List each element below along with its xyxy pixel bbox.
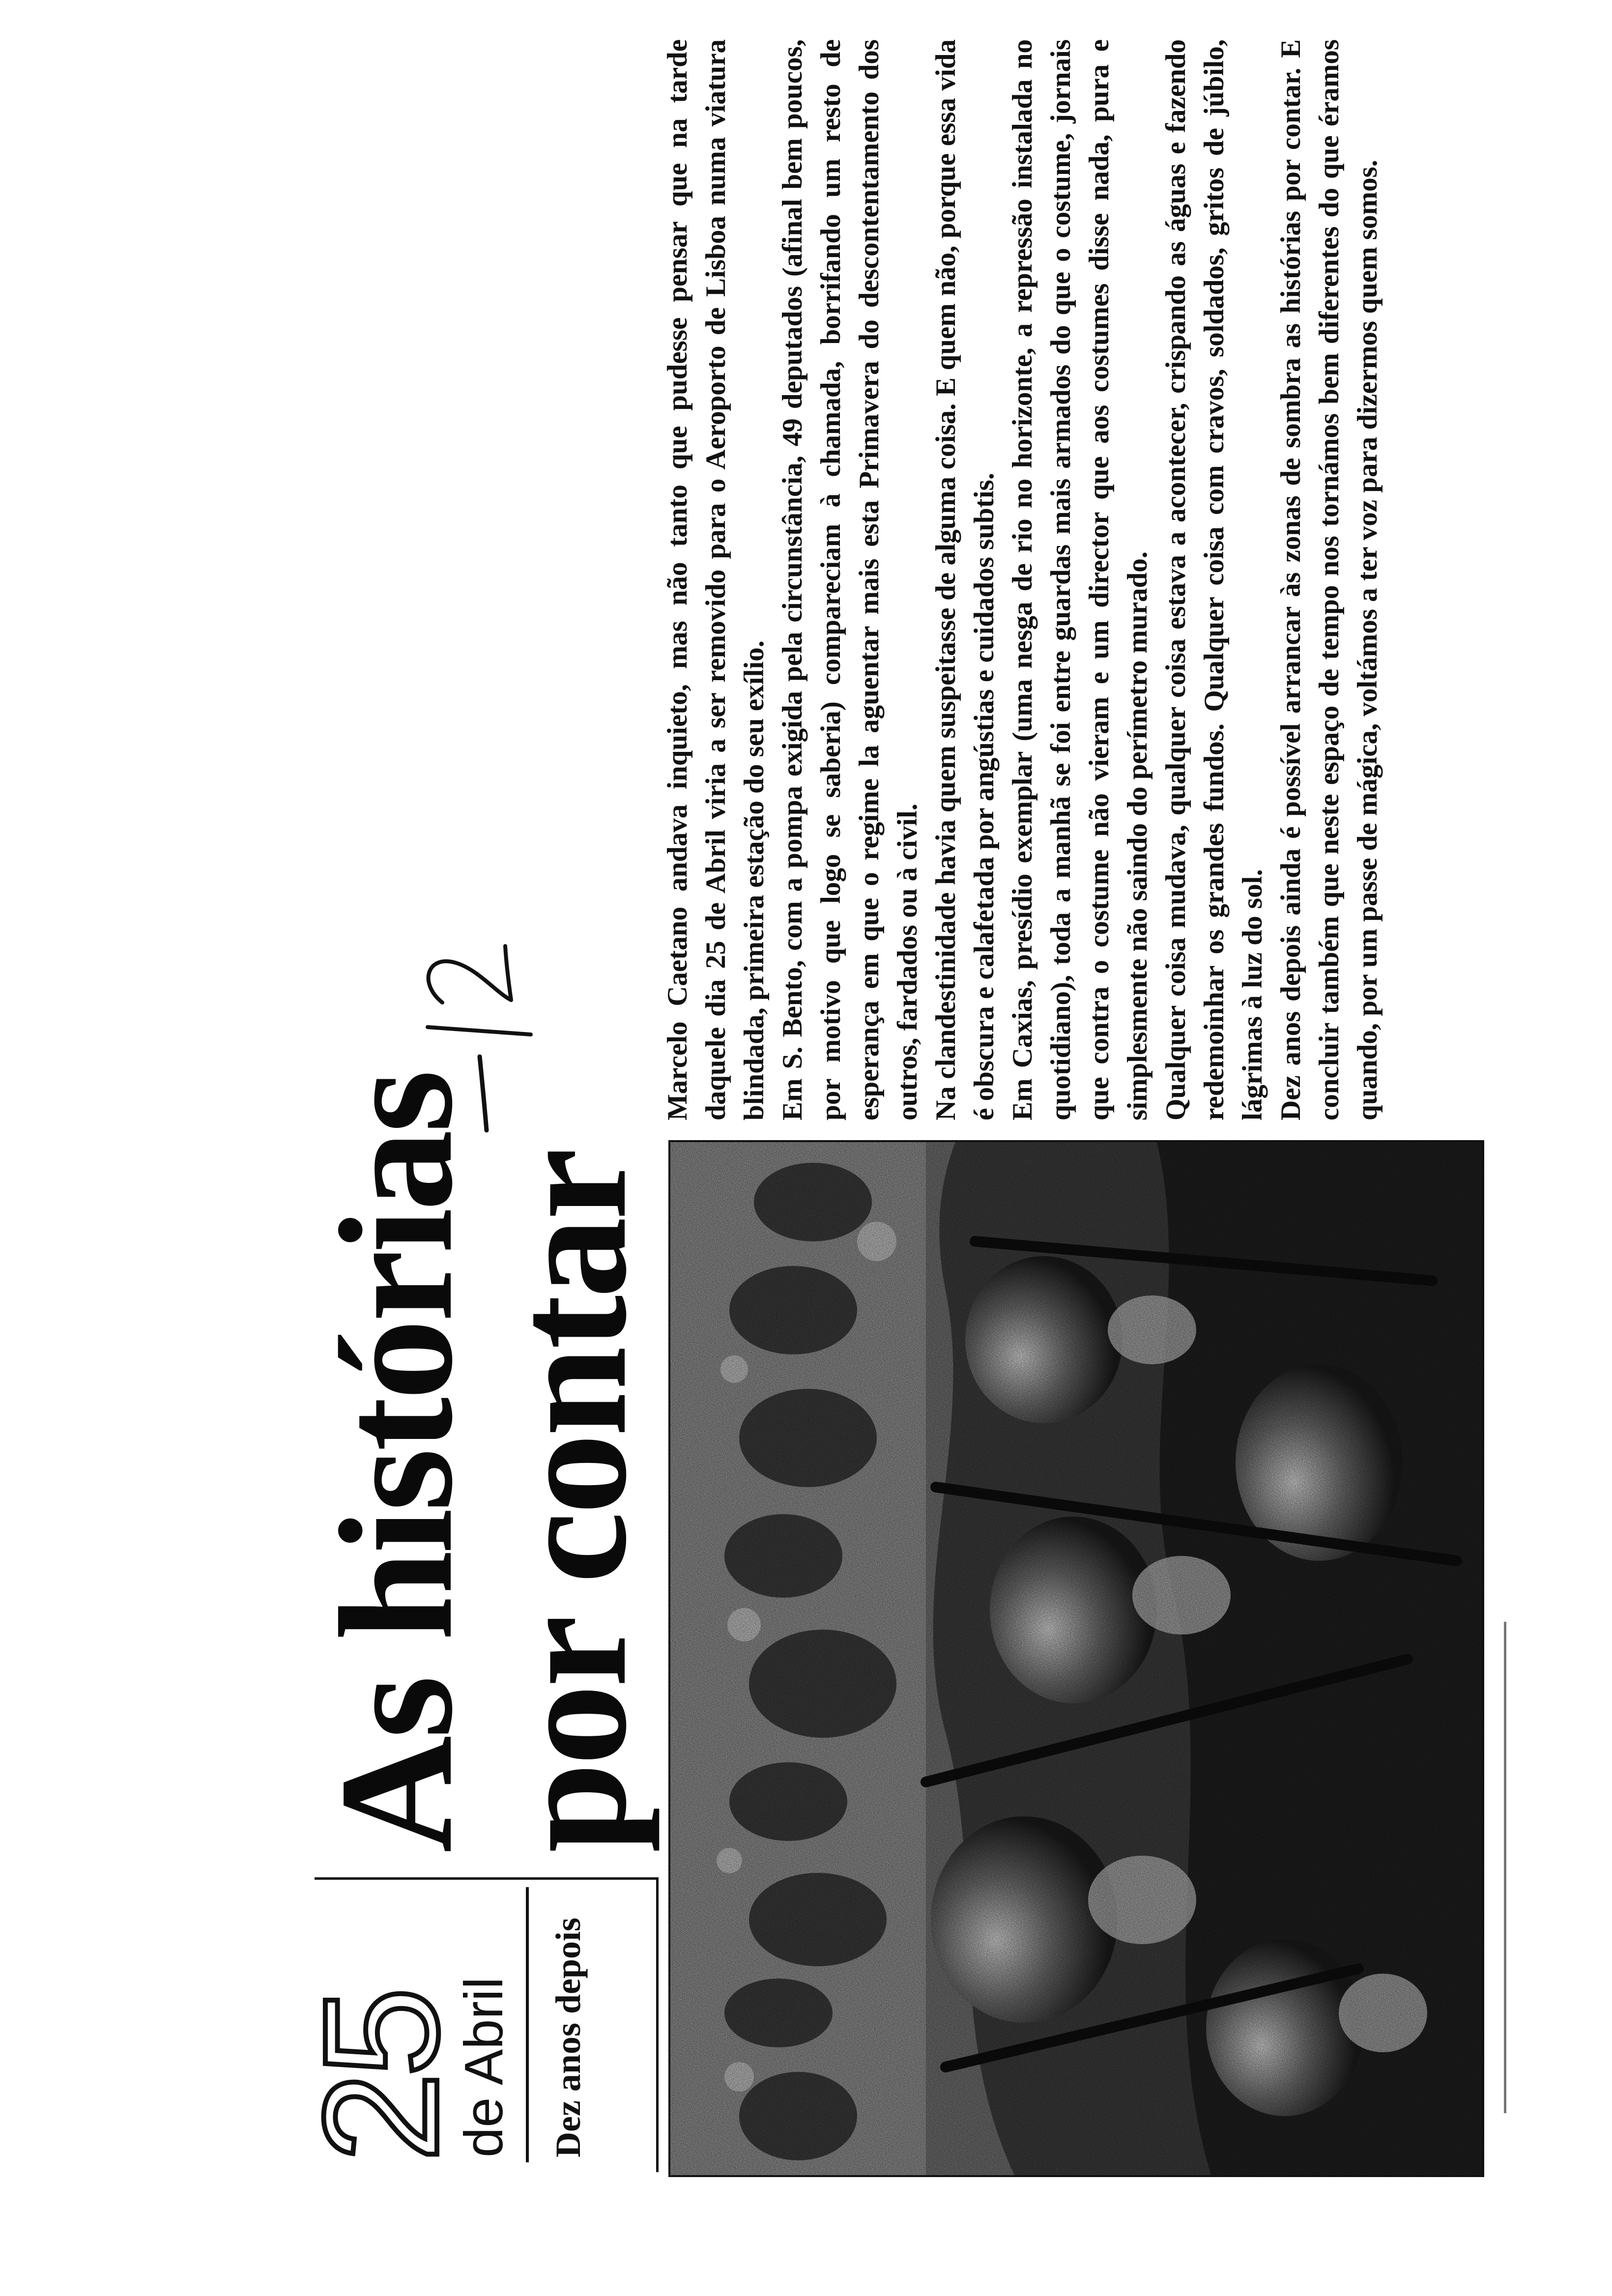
headline <box>307 1072 660 1853</box>
masthead-divider <box>526 1887 529 2162</box>
masthead-number: 25 <box>290 1991 471 2162</box>
masthead-subtitle: de Abril <box>454 1977 514 2157</box>
scan-edge-line <box>1504 1622 1506 2113</box>
article-paragraph: Em S. Bento, com a pompa exigida pela circunstância, 49 deputados (afinal bem poucos, por motivo que logo se saberia) compareciam à chamada, borrifando um resto de esperança em que o regime la aguentar mais esta Primavera do descontentamento dos outros, fardados ou à civil. <box>777 39 923 1120</box>
article-paragraph: Qualquer coisa mudava, qualquer coisa estava a acontecer, crispando as águas e fazendo redemoinhar os grandes fundos. Qualquer coisa com cravos, soldados, gritos de júbilo, lágrimas à luz do sol. <box>1160 39 1268 1120</box>
handwriting-mark-icon <box>383 934 560 1140</box>
article-body <box>659 39 1489 1120</box>
photo-soldiers-crowd-icon <box>670 1142 1482 2175</box>
article-paragraph: Dez anos depois ainda é possível arrancar às zonas de sombra as histórias por contar. E concluir também que neste espaço de tempo nos tornámos bem diferentes do que éramos quando, por um passe de mágica, voltámos a ter voz para dizermos quem somos. <box>1275 39 1383 1120</box>
news-photo <box>668 1140 1484 2177</box>
article-paragraph: Na clandestinidade havia quem suspeitasse de alguma coisa. E quem não, porque essa vida é obscura e calafetada por angústias e cuidados subtis. <box>930 39 1000 1120</box>
article-paragraph: Marcelo Caetano andava inquieto, mas não tanto que pudesse pensar que na tarde daquele dia 25 de Abril viria a ser removido para o Aeroporto de Lisboa numa viatura blindada, primeira estação do seu exílio. <box>662 39 770 1120</box>
masthead-tagline: Dez anos depois <box>548 1917 588 2157</box>
masthead <box>290 1877 659 2172</box>
handwritten-annotation <box>383 934 560 1140</box>
newspaper-clipping <box>290 25 1494 2187</box>
headline-line-1: As histórias <box>307 1072 486 1853</box>
article-paragraph: Em Caxias, presídio exemplar (uma nesga de rio no horizonte, a repressão instalada no quotidiano), toda a manhã se foi entre guardas mais armados do que o costume, jornais que contra o costume não vieram e um director que aos costumes disse nada, pura e simplesmente não saindo do perímetro murado. <box>1007 39 1153 1120</box>
headline-line-2: por contar <box>480 1151 660 1853</box>
